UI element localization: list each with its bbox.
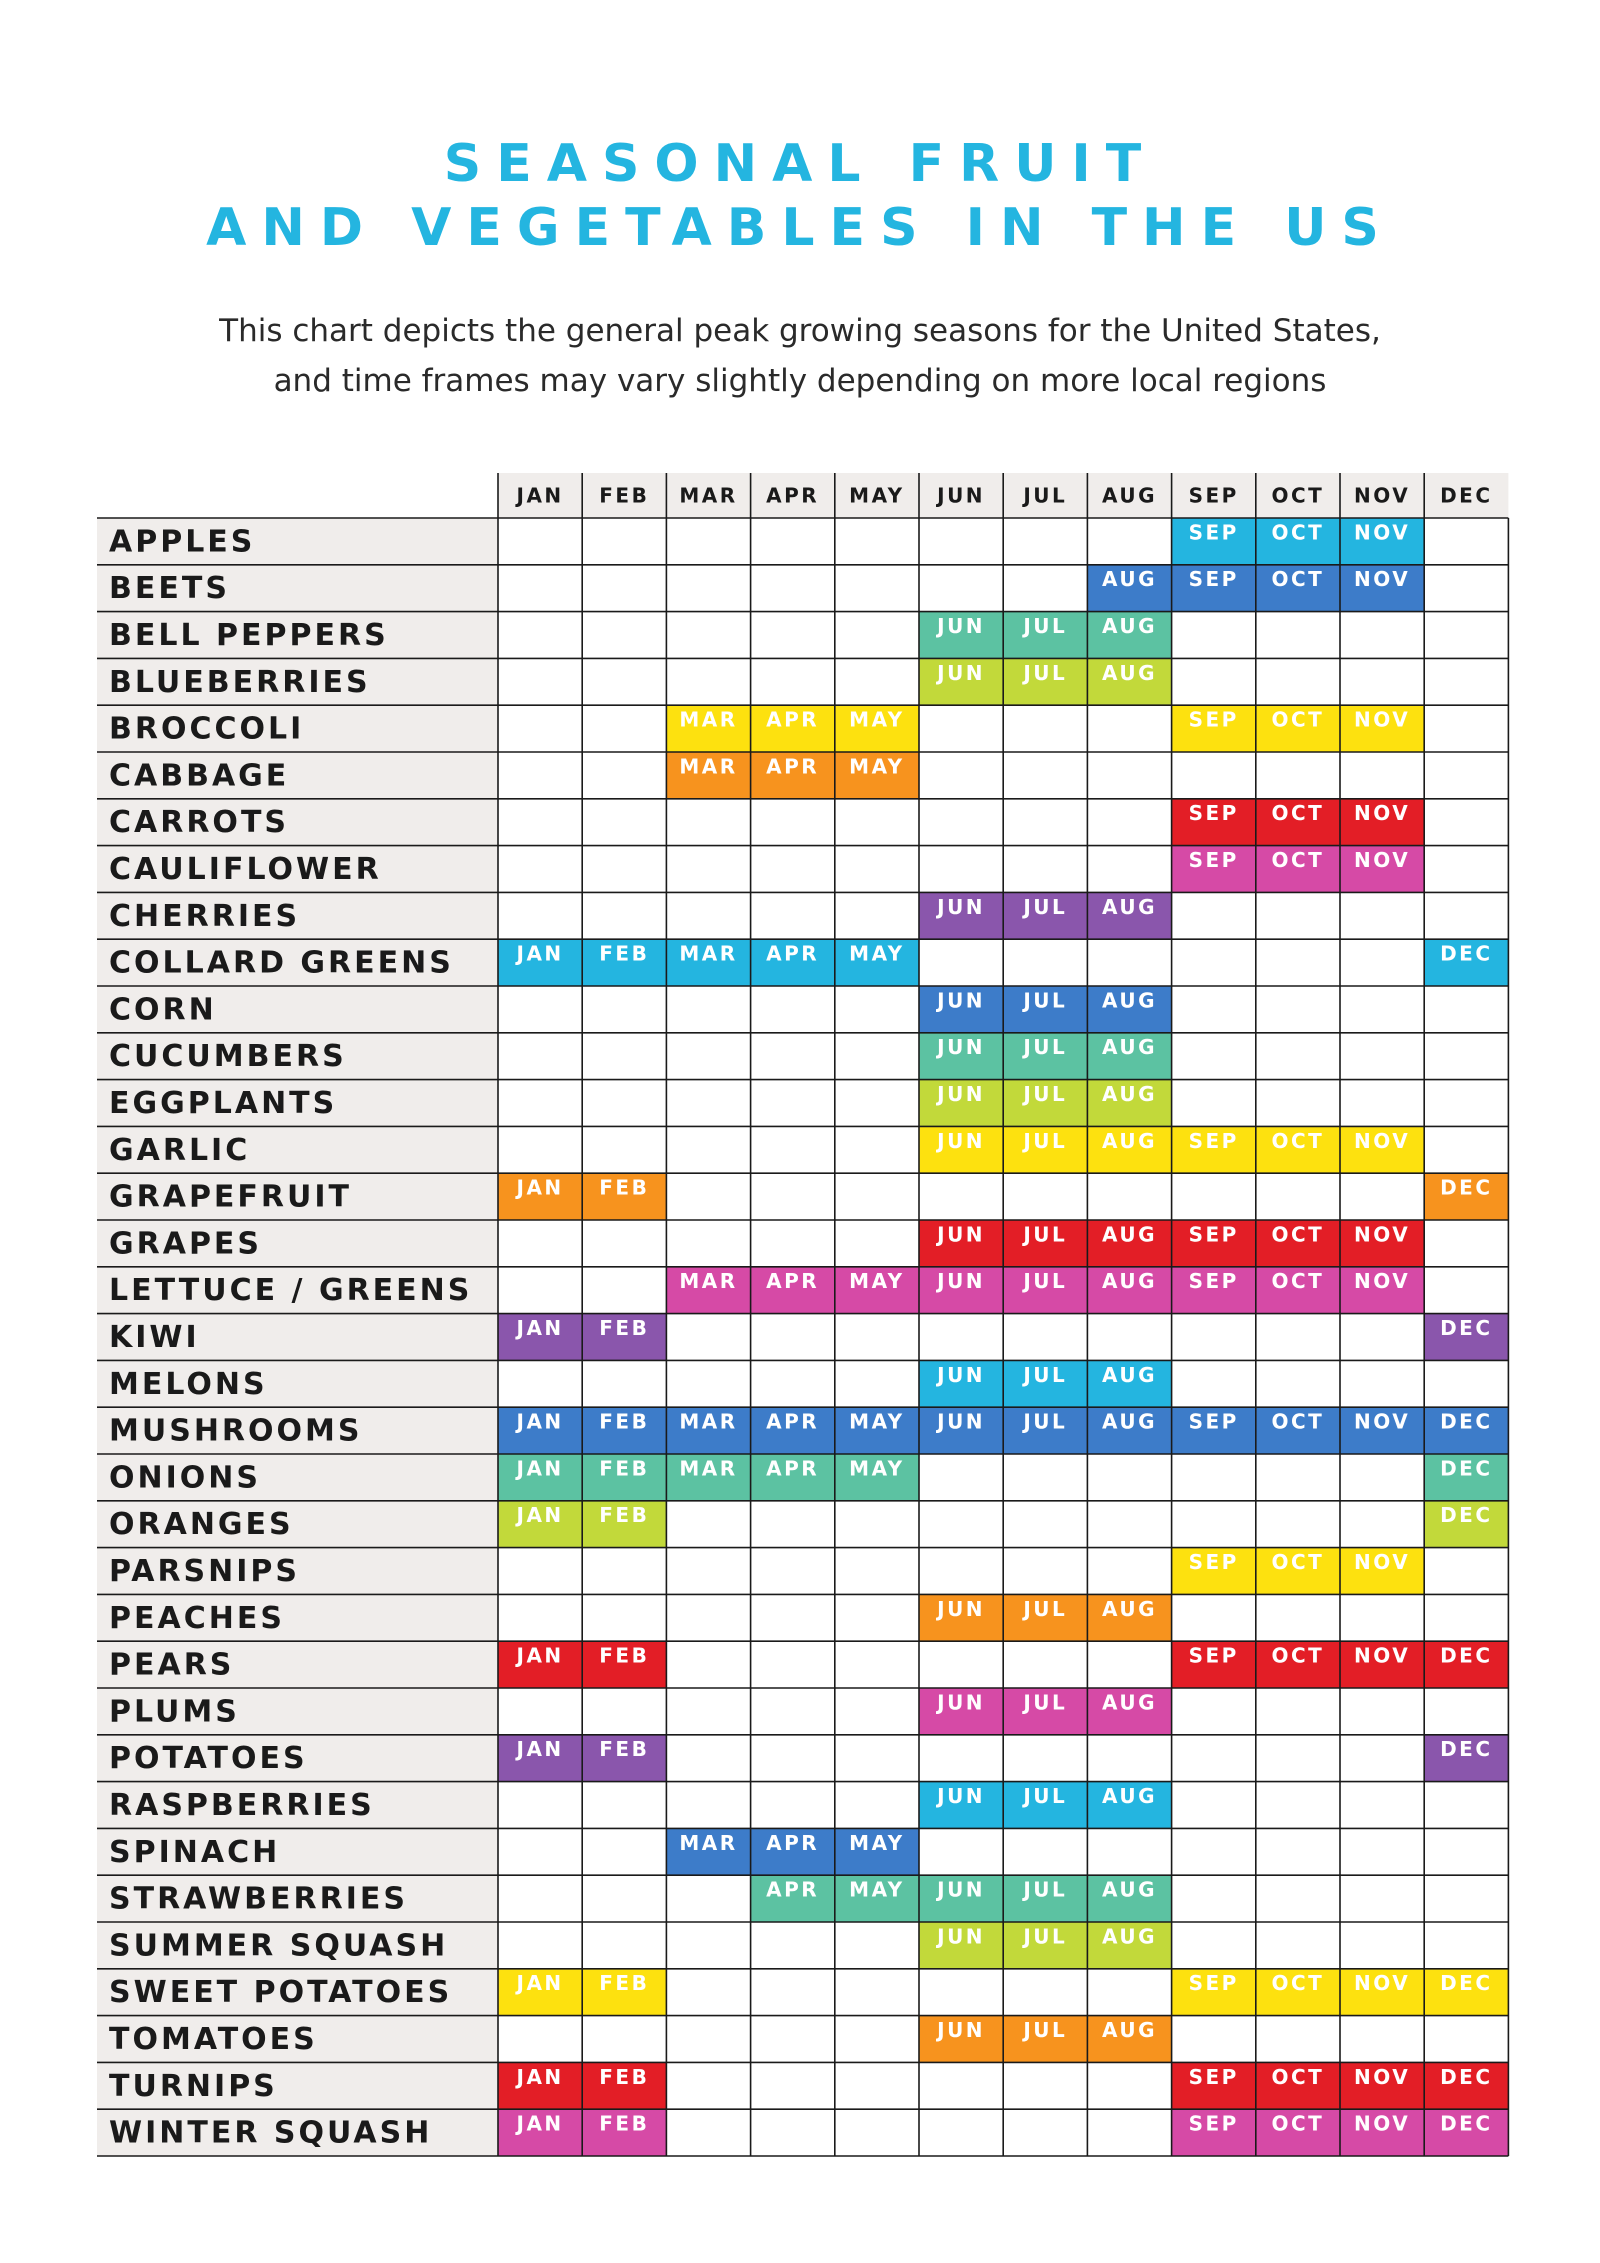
season-cell-label-cherries-jun: JUN xyxy=(937,894,986,919)
season-cell-label-turnips-nov: NOV xyxy=(1354,2064,1411,2089)
season-cell-label-peaches-jun: JUN xyxy=(937,1596,986,1621)
season-cell-label-melons-aug: AUG xyxy=(1101,1362,1158,1387)
row-label-strawberries: STRAWBERRIES xyxy=(109,1881,408,1917)
row-label-parsnips: PARSNIPS xyxy=(109,1554,301,1589)
month-header-nov: NOV xyxy=(1354,483,1411,508)
season-cell-label-pears-sep: SEP xyxy=(1188,1643,1239,1668)
season-cell-label-mushrooms-oct: OCT xyxy=(1271,1409,1325,1434)
season-cell-label-lettuce-greens-mar: MAR xyxy=(679,1269,738,1294)
season-cell-label-tomatoes-aug: AUG xyxy=(1101,2018,1158,2042)
season-cell-label-parsnips-nov: NOV xyxy=(1354,1550,1411,1574)
season-cell-label-beets-oct: OCT xyxy=(1271,567,1325,592)
season-cell-label-broccoli-oct: OCT xyxy=(1271,707,1325,732)
season-cell-label-cherries-jul: JUL xyxy=(1023,894,1068,919)
season-cell-label-mushrooms-mar: MAR xyxy=(679,1409,738,1434)
month-header-may: MAY xyxy=(849,483,905,508)
subtitle-line-2: and time frames may vary slightly depending on more local regions xyxy=(273,363,1327,399)
month-header-feb: FEB xyxy=(599,483,650,508)
row-label-winter-squash: WINTER SQUASH xyxy=(109,2115,433,2151)
season-cell-label-mushrooms-nov: NOV xyxy=(1354,1409,1411,1434)
row-label-corn: CORN xyxy=(109,992,217,1028)
season-cell-label-potatoes-jan: JAN xyxy=(516,1737,564,1762)
row-label-onions: ONIONS xyxy=(109,1460,261,1496)
season-cell-label-apples-sep: SEP xyxy=(1188,520,1239,545)
season-cell-label-pears-jan: JAN xyxy=(516,1643,564,1668)
season-cell-label-mushrooms-sep: SEP xyxy=(1188,1409,1239,1434)
row-label-bell-peppers: BELL PEPPERS xyxy=(109,618,389,653)
season-cell-label-broccoli-apr: APR xyxy=(766,707,820,732)
season-cell-label-peaches-jul: JUL xyxy=(1023,1596,1068,1621)
row-label-peaches: PEACHES xyxy=(109,1600,285,1636)
season-cell-label-lettuce-greens-apr: APR xyxy=(766,1269,820,1294)
season-cell-label-apples-oct: OCT xyxy=(1271,520,1325,545)
season-cell-label-cucumbers-aug: AUG xyxy=(1101,1035,1158,1060)
season-cell-label-carrots-sep: SEP xyxy=(1188,801,1239,826)
season-cell-label-turnips-jan: JAN xyxy=(516,2064,564,2089)
season-cell-label-garlic-oct: OCT xyxy=(1271,1128,1325,1153)
season-cell-label-lettuce-greens-jul: JUL xyxy=(1023,1269,1068,1294)
season-cell-label-beets-sep: SEP xyxy=(1188,567,1239,592)
row-label-summer-squash: SUMMER SQUASH xyxy=(109,1928,449,1964)
row-label-kiwi: KIWI xyxy=(109,1320,200,1355)
season-cell-label-broccoli-mar: MAR xyxy=(679,707,738,732)
season-cell-label-lettuce-greens-may: MAY xyxy=(849,1269,905,1294)
season-cell-label-cucumbers-jul: JUL xyxy=(1023,1035,1068,1060)
season-cell-label-strawberries-aug: AUG xyxy=(1101,1877,1158,1902)
season-cell-label-grapes-oct: OCT xyxy=(1271,1222,1325,1247)
season-cell-label-grapes-jun: JUN xyxy=(937,1222,986,1247)
row-label-collard-greens: COLLARD GREENS xyxy=(109,945,454,981)
subtitle-line-1: This chart depicts the general peak growing seasons for the United States, xyxy=(219,313,1381,349)
season-cell-label-grapefruit-feb: FEB xyxy=(599,1175,650,1200)
month-header-dec: DEC xyxy=(1440,483,1493,508)
season-cell-label-mushrooms-jan: JAN xyxy=(516,1409,564,1434)
season-cell-label-plums-jul: JUL xyxy=(1023,1690,1068,1715)
row-label-eggplants: EGGPLANTS xyxy=(109,1086,338,1121)
season-cell-label-oranges-dec: DEC xyxy=(1440,1503,1493,1528)
season-cell-label-pears-oct: OCT xyxy=(1271,1643,1325,1668)
row-label-pears: PEARS xyxy=(109,1647,235,1683)
row-label-tomatoes: TOMATOES xyxy=(109,2022,318,2057)
season-cell-label-oranges-feb: FEB xyxy=(599,1503,650,1528)
season-cell-label-broccoli-may: MAY xyxy=(849,707,905,732)
season-cell-label-onions-apr: APR xyxy=(766,1456,820,1481)
month-header-oct: OCT xyxy=(1271,483,1325,508)
row-label-cauliflower: CAULIFLOWER xyxy=(109,852,382,887)
season-cell-label-strawberries-may: MAY xyxy=(849,1877,905,1902)
season-cell-label-turnips-dec: DEC xyxy=(1440,2064,1493,2089)
season-cell-label-mushrooms-jul: JUL xyxy=(1023,1409,1068,1434)
row-label-lettuce-greens: LETTUCE / GREENS xyxy=(109,1273,473,1309)
season-cell-label-winter-squash-sep: SEP xyxy=(1188,2111,1239,2136)
season-cell-label-melons-jul: JUL xyxy=(1023,1362,1068,1387)
season-cell-label-kiwi-jan: JAN xyxy=(516,1316,564,1340)
season-cell-label-cabbage-mar: MAR xyxy=(679,754,738,779)
season-cell-label-mushrooms-may: MAY xyxy=(849,1409,905,1434)
season-cell-label-raspberries-aug: AUG xyxy=(1101,1784,1158,1808)
season-cell-label-pears-nov: NOV xyxy=(1354,1643,1411,1668)
season-cell-label-mushrooms-aug: AUG xyxy=(1101,1409,1158,1434)
season-cell-label-cabbage-may: MAY xyxy=(849,754,905,779)
season-cell-label-bell-peppers-jul: JUL xyxy=(1023,614,1068,638)
row-label-melons: MELONS xyxy=(109,1366,268,1402)
season-cell-label-strawberries-jun: JUN xyxy=(937,1877,986,1902)
season-cell-label-bell-peppers-jun: JUN xyxy=(937,614,986,638)
season-cell-label-broccoli-nov: NOV xyxy=(1354,707,1411,732)
season-cell-label-apples-nov: NOV xyxy=(1354,520,1411,545)
season-cell-label-onions-dec: DEC xyxy=(1440,1456,1493,1481)
row-label-grapes: GRAPES xyxy=(109,1226,263,1262)
season-cell-label-sweet-potatoes-jan: JAN xyxy=(516,1971,564,1996)
season-cell-label-garlic-sep: SEP xyxy=(1188,1128,1239,1153)
season-cell-label-cucumbers-jun: JUN xyxy=(937,1035,986,1060)
row-label-mushrooms: MUSHROOMS xyxy=(109,1413,363,1449)
season-cell-label-collard-greens-may: MAY xyxy=(849,941,905,966)
season-cell-label-cabbage-apr: APR xyxy=(766,754,820,779)
season-cell-label-lettuce-greens-aug: AUG xyxy=(1101,1269,1158,1294)
season-cell-label-mushrooms-jun: JUN xyxy=(937,1409,986,1434)
season-cell-label-sweet-potatoes-sep: SEP xyxy=(1188,1971,1239,1996)
season-cell-label-tomatoes-jul: JUL xyxy=(1023,2018,1068,2042)
season-cell-label-onions-may: MAY xyxy=(849,1456,905,1481)
season-cell-label-winter-squash-feb: FEB xyxy=(599,2111,650,2136)
season-cell-label-beets-nov: NOV xyxy=(1354,567,1411,592)
season-cell-label-potatoes-feb: FEB xyxy=(599,1737,650,1762)
row-label-apples: APPLES xyxy=(109,524,256,560)
row-label-beets: BEETS xyxy=(109,571,230,607)
month-header-apr: APR xyxy=(766,483,820,508)
row-label-sweet-potatoes: SWEET POTATOES xyxy=(109,1975,453,2011)
season-cell-label-eggplants-jun: JUN xyxy=(937,1082,986,1106)
season-cell-label-onions-feb: FEB xyxy=(599,1456,650,1481)
season-cell-label-plums-aug: AUG xyxy=(1101,1690,1158,1715)
season-cell-label-eggplants-jul: JUL xyxy=(1023,1082,1068,1106)
season-cell-label-winter-squash-nov: NOV xyxy=(1354,2111,1411,2136)
season-cell-label-tomatoes-jun: JUN xyxy=(937,2018,986,2042)
row-label-cucumbers: CUCUMBERS xyxy=(109,1039,347,1075)
season-cell-label-grapefruit-dec: DEC xyxy=(1440,1175,1493,1200)
season-cell-label-cauliflower-nov: NOV xyxy=(1354,848,1411,872)
season-cell-label-strawberries-jul: JUL xyxy=(1023,1877,1068,1902)
season-cell-label-parsnips-oct: OCT xyxy=(1271,1550,1325,1574)
season-cell-label-winter-squash-oct: OCT xyxy=(1271,2111,1325,2136)
season-cell-label-cherries-aug: AUG xyxy=(1101,894,1158,919)
season-cell-label-garlic-aug: AUG xyxy=(1101,1128,1158,1153)
season-cell-label-spinach-may: MAY xyxy=(849,1830,905,1855)
season-cell-label-summer-squash-jun: JUN xyxy=(937,1924,986,1949)
title-line-2: AND VEGETABLES IN THE US xyxy=(206,198,1394,258)
row-label-garlic: GARLIC xyxy=(109,1132,251,1168)
season-cell-label-sweet-potatoes-dec: DEC xyxy=(1440,1971,1493,1996)
season-cell-label-melons-jun: JUN xyxy=(937,1362,986,1387)
season-cell-label-plums-jun: JUN xyxy=(937,1690,986,1715)
season-cell-label-corn-jun: JUN xyxy=(937,988,986,1013)
month-header-mar: MAR xyxy=(679,483,738,508)
season-cell-label-summer-squash-aug: AUG xyxy=(1101,1924,1158,1949)
season-cell-label-grapefruit-jan: JAN xyxy=(516,1175,564,1200)
season-cell-label-broccoli-sep: SEP xyxy=(1188,707,1239,732)
season-cell-label-peaches-aug: AUG xyxy=(1101,1596,1158,1621)
season-cell-label-kiwi-feb: FEB xyxy=(599,1316,650,1340)
season-cell-label-kiwi-dec: DEC xyxy=(1440,1316,1493,1340)
season-cell-label-collard-greens-jan: JAN xyxy=(516,941,564,966)
season-cell-label-pears-dec: DEC xyxy=(1440,1643,1493,1668)
season-cell-label-mushrooms-dec: DEC xyxy=(1440,1409,1493,1434)
season-cell-label-blueberries-aug: AUG xyxy=(1101,660,1158,685)
season-cell-label-lettuce-greens-oct: OCT xyxy=(1271,1269,1325,1294)
row-label-cabbage: CABBAGE xyxy=(109,758,290,794)
month-header-aug: AUG xyxy=(1101,483,1158,508)
season-cell-label-collard-greens-mar: MAR xyxy=(679,941,738,966)
season-cell-label-winter-squash-jan: JAN xyxy=(516,2111,564,2136)
season-cell-label-sweet-potatoes-nov: NOV xyxy=(1354,1971,1411,1996)
season-cell-label-onions-jan: JAN xyxy=(516,1456,564,1481)
season-cell-label-parsnips-sep: SEP xyxy=(1188,1550,1239,1574)
season-cell-label-blueberries-jun: JUN xyxy=(937,660,986,685)
month-header-jun: JUN xyxy=(937,483,986,508)
season-cell-label-pears-feb: FEB xyxy=(599,1643,650,1668)
season-cell-label-corn-jul: JUL xyxy=(1023,988,1068,1013)
season-cell-label-cauliflower-sep: SEP xyxy=(1188,848,1239,872)
season-cell-label-spinach-apr: APR xyxy=(766,1830,820,1855)
row-label-cherries: CHERRIES xyxy=(109,898,301,934)
season-cell-label-bell-peppers-aug: AUG xyxy=(1101,614,1158,638)
season-cell-label-carrots-nov: NOV xyxy=(1354,801,1411,826)
season-cell-label-grapes-sep: SEP xyxy=(1188,1222,1239,1247)
month-header-jan: JAN xyxy=(516,483,564,508)
season-cell-label-spinach-mar: MAR xyxy=(679,1830,738,1855)
season-cell-label-winter-squash-dec: DEC xyxy=(1440,2111,1493,2136)
season-cell-label-grapes-nov: NOV xyxy=(1354,1222,1411,1247)
season-cell-label-oranges-jan: JAN xyxy=(516,1503,564,1528)
season-cell-label-turnips-feb: FEB xyxy=(599,2064,650,2089)
season-cell-label-summer-squash-jul: JUL xyxy=(1023,1924,1068,1949)
season-cell-label-eggplants-aug: AUG xyxy=(1101,1082,1158,1106)
season-cell-label-potatoes-dec: DEC xyxy=(1440,1737,1493,1762)
season-cell-label-garlic-jun: JUN xyxy=(937,1128,986,1153)
month-header-sep: SEP xyxy=(1188,483,1239,508)
season-cell-label-raspberries-jul: JUL xyxy=(1023,1784,1068,1808)
month-header-jul: JUL xyxy=(1023,483,1068,508)
season-cell-label-onions-mar: MAR xyxy=(679,1456,738,1481)
row-label-broccoli: BROCCOLI xyxy=(109,711,305,747)
season-cell-label-strawberries-apr: APR xyxy=(766,1877,820,1902)
season-cell-label-cauliflower-oct: OCT xyxy=(1271,848,1325,872)
season-cell-label-sweet-potatoes-feb: FEB xyxy=(599,1971,650,1996)
season-cell-label-collard-greens-apr: APR xyxy=(766,941,820,966)
season-cell-label-grapes-aug: AUG xyxy=(1101,1222,1158,1247)
season-cell-label-collard-greens-feb: FEB xyxy=(599,941,650,966)
season-cell-label-mushrooms-apr: APR xyxy=(766,1409,820,1434)
season-cell-label-garlic-jul: JUL xyxy=(1023,1128,1068,1153)
row-label-potatoes: POTATOES xyxy=(109,1741,308,1777)
row-label-raspberries: RASPBERRIES xyxy=(109,1788,375,1823)
season-cell-label-raspberries-jun: JUN xyxy=(937,1784,986,1808)
season-cell-label-mushrooms-feb: FEB xyxy=(599,1409,650,1434)
row-label-plums: PLUMS xyxy=(109,1694,240,1730)
row-label-grapefruit: GRAPEFRUIT xyxy=(109,1179,353,1215)
season-cell-label-garlic-nov: NOV xyxy=(1354,1128,1411,1153)
season-cell-label-grapes-jul: JUL xyxy=(1023,1222,1068,1247)
season-cell-label-carrots-oct: OCT xyxy=(1271,801,1325,826)
row-label-blueberries: BLUEBERRIES xyxy=(109,664,371,700)
season-cell-label-turnips-sep: SEP xyxy=(1188,2064,1239,2089)
season-cell-label-sweet-potatoes-oct: OCT xyxy=(1271,1971,1325,1996)
row-label-turnips: TURNIPS xyxy=(109,2068,278,2104)
row-label-oranges: ORANGES xyxy=(109,1507,294,1543)
season-cell-label-lettuce-greens-nov: NOV xyxy=(1354,1269,1411,1294)
season-cell-label-lettuce-greens-jun: JUN xyxy=(937,1269,986,1294)
title-line-1: SEASONAL FRUIT xyxy=(443,134,1157,194)
row-label-carrots: CARROTS xyxy=(109,805,290,841)
row-label-spinach: SPINACH xyxy=(109,1834,281,1870)
season-cell-label-lettuce-greens-sep: SEP xyxy=(1188,1269,1239,1294)
season-cell-label-corn-aug: AUG xyxy=(1101,988,1158,1013)
season-cell-label-turnips-oct: OCT xyxy=(1271,2064,1325,2089)
season-cell-label-collard-greens-dec: DEC xyxy=(1440,941,1493,966)
season-cell-label-blueberries-jul: JUL xyxy=(1023,660,1068,685)
season-cell-label-beets-aug: AUG xyxy=(1101,567,1158,592)
